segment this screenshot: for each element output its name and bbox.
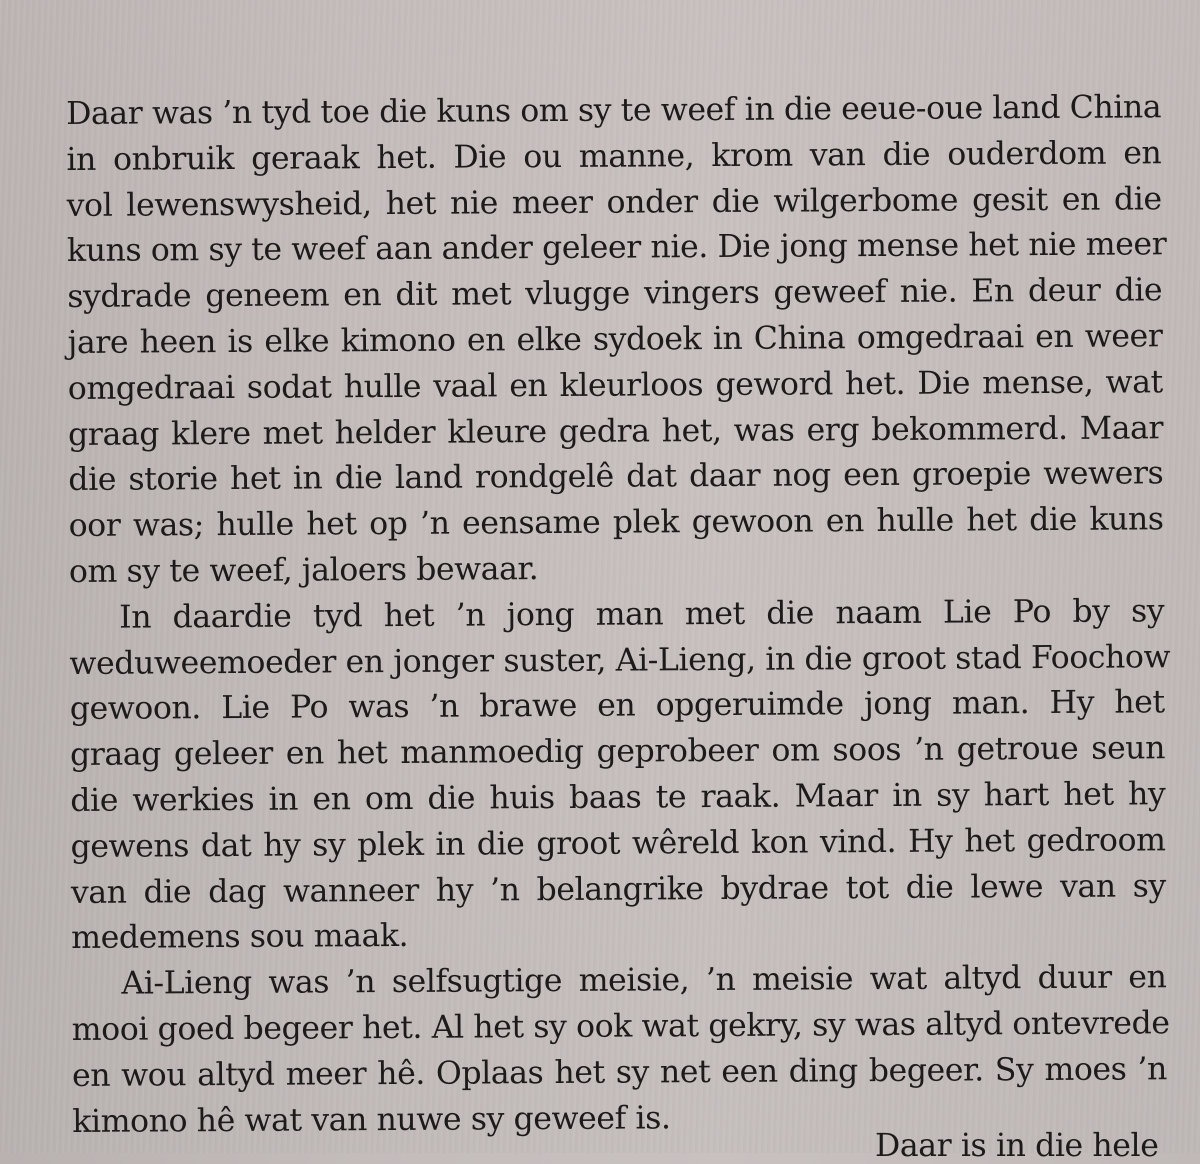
- text-line: sydrade geneem en dit met vlugge vingers geweef nie. En deur die: [67, 272, 1163, 316]
- text-line: oor was; hulle het op ’n eensame plek gewoon en hulle het die kuns: [68, 501, 1164, 545]
- text-line: mooi goed begeer het. Al het sy ook wat gekry, sy was altyd ontevrede: [71, 1005, 1170, 1048]
- text-line: Ai-Lieng was ’n selfsugtige meisie, ’n meisie wat altyd duur en: [121, 959, 1167, 1002]
- cut-off-text-line: Daar is in die hele: [875, 1128, 1159, 1164]
- text-line: weduweemoeder en jonger suster, Ai-Lieng, in die groot stad Foochow: [69, 638, 1171, 682]
- text-line: graag geleer en het manmoedig geprobeer om soos ’n getroue seun: [69, 730, 1166, 774]
- text-line: omgedraai sodat hulle vaal en kleurloos geword het. Die mense, wat: [67, 364, 1163, 407]
- text-line: kimono hê wat van nuwe sy geweef is.: [72, 1099, 671, 1140]
- text-line: en wou altyd meer hê. Oplaas het sy net een ding begeer. Sy moes ’n: [71, 1051, 1168, 1094]
- text-line: kuns om sy te weef aan ander geleer nie. Die jong mense het nie meer: [66, 226, 1167, 270]
- text-line: die werkies in en om die huis baas te raak. Maar in sy hart het hy: [70, 776, 1166, 819]
- text-line: in onbruik geraak het. Die ou manne, krom van die ouderdom en: [66, 135, 1162, 178]
- text-line: graag klere met helder kleure gedra het, was erg bekommerd. Maar: [67, 409, 1164, 453]
- text-line: Daar was ’n tyd toe die kuns om sy te weef in die eeue-oue land China: [66, 89, 1162, 132]
- paragraph-2: [69, 589, 1171, 962]
- body-text: [66, 85, 1171, 1145]
- text-line: In daardie tyd het ’n jong man met die naam Lie Po by sy: [119, 593, 1165, 636]
- text-line: van die dag wanneer hy ’n belangrike bydrae tot die lewe van sy: [70, 867, 1166, 911]
- paragraph-3: [71, 955, 1170, 1145]
- paragraph-1: [66, 85, 1167, 595]
- text-line: gewoon. Lie Po was ’n brawe en opgeruimde jong man. Hy het: [69, 684, 1165, 728]
- text-line: jare heen is elke kimono en elke sydoek in China omgedraai en weer: [67, 318, 1163, 361]
- text-line: om sy te weef, jaloers bewaar.: [68, 551, 539, 590]
- text-line: medemens sou maak.: [71, 918, 409, 957]
- text-line: gewens dat hy sy plek in die groot wêreld kon vind. Hy het gedroom: [70, 822, 1166, 865]
- text-line: vol lewenswysheid, het nie meer onder die wilgerbome gesit en die: [66, 180, 1162, 224]
- text-line: die storie het in die land rondgelê dat daar nog een groepie wewers: [68, 455, 1164, 499]
